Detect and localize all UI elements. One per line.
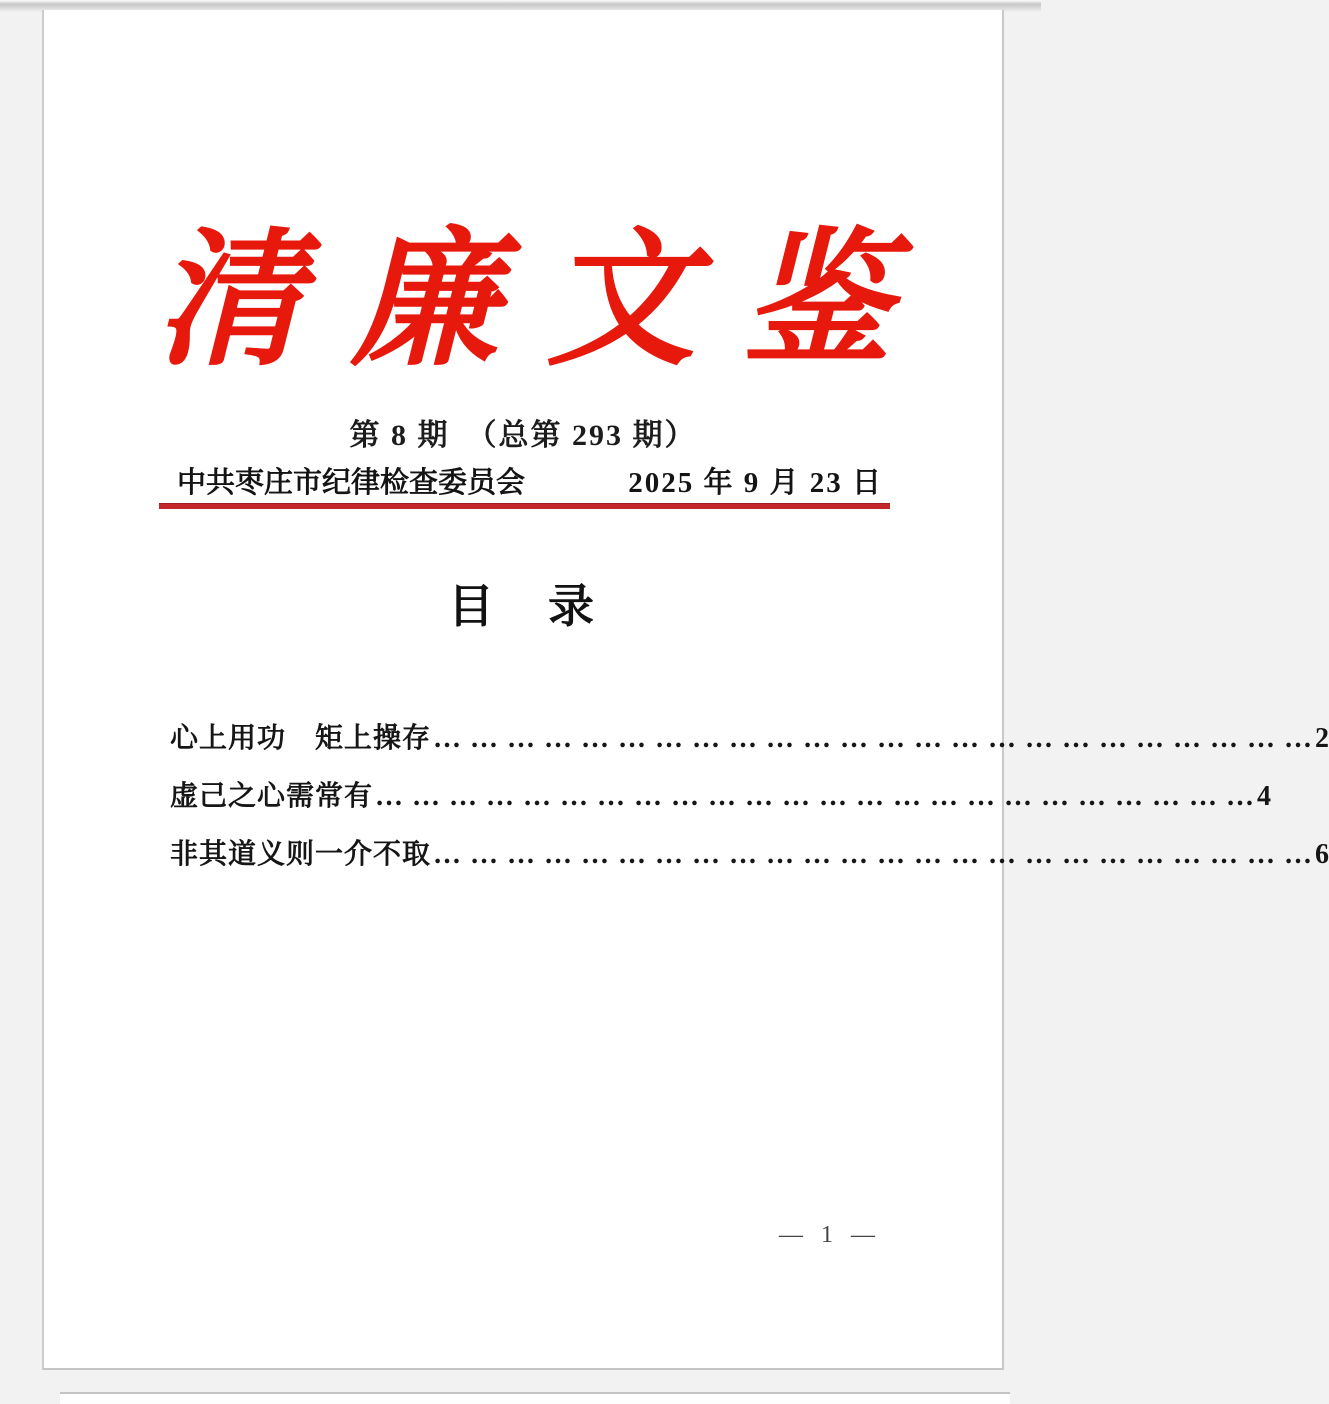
journal-title: 清廉文鉴 <box>155 220 939 384</box>
toc-entry-title: 非其道义则一介不取 <box>170 839 432 870</box>
footer-page-number: — 1 — <box>779 1222 881 1248</box>
toc-entry <box>170 768 1272 826</box>
issue-date: 2025 年 9 月 23 日 <box>628 467 883 499</box>
toc-heading: 目 录 <box>448 581 598 632</box>
publisher-name: 中共枣庄市纪律检查委员会 <box>177 467 526 499</box>
issue-line: 第 8 期 （总第 293 期） <box>349 419 697 452</box>
toc-entry <box>170 826 1329 884</box>
next-page-edge <box>60 1392 1010 1404</box>
red-divider-rule <box>159 503 890 509</box>
toc-entry-page-number: 4 <box>1257 781 1272 812</box>
toc-entry-leader: … … … … … … … … … … … … … … … … … … … … … … … … <box>433 723 1314 754</box>
document-page <box>42 10 1329 1370</box>
toc-entry-title: 虚己之心需常有 <box>170 781 374 812</box>
toc-entry <box>170 710 1329 768</box>
toc-entry-title: 心上用功 矩上操存 <box>170 723 432 754</box>
publisher-row <box>44 460 1002 501</box>
toc-entry-leader: … … … … … … … … … … … … … … … … … … … … … … … … <box>433 839 1314 870</box>
toc-entry-page-number: 6 <box>1315 839 1329 870</box>
toc-list <box>170 710 1329 884</box>
toc-entry-leader: … … … … … … … … … … … … … … … … … … … … … … … … <box>375 781 1256 812</box>
toc-entry-page-number: 2 <box>1315 723 1329 754</box>
